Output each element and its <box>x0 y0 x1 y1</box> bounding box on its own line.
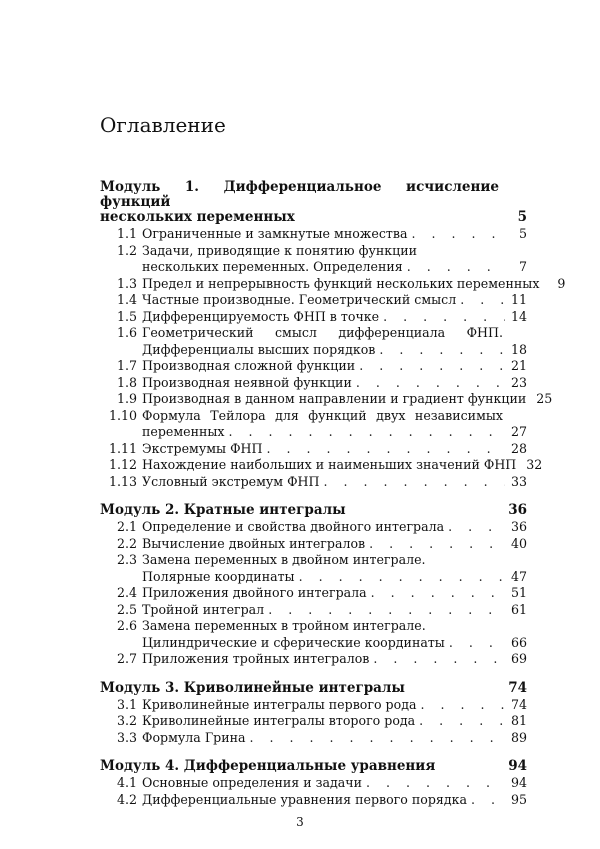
entry-page-number: 5 <box>518 226 527 241</box>
toc-module <box>100 759 527 808</box>
toc-module <box>100 681 527 747</box>
entry-title: Приложения двойного интеграла <box>142 585 367 600</box>
toc-entry[interactable] <box>100 457 543 474</box>
section-number: 4.2 <box>116 791 137 807</box>
toc-entry[interactable] <box>100 697 527 714</box>
section-number: 2.7 <box>116 651 137 666</box>
entry-title: Предел и непрерывность функций нескольких переменных <box>142 275 540 291</box>
entry-page-number: 36 <box>510 519 527 534</box>
toc-entry[interactable] <box>100 474 527 491</box>
entry-title: Ограниченные и замкнутые множества <box>142 226 408 241</box>
page-title: Оглавление <box>100 113 226 137</box>
dot-leader <box>460 292 505 309</box>
dot-leader <box>299 569 505 586</box>
entry-title: Формула Грина <box>142 729 246 745</box>
dot-leader <box>359 358 505 375</box>
module-title-line: Модуль 2. Кратные интегралы <box>100 502 346 518</box>
toc-entry[interactable] <box>100 775 527 792</box>
module-page-number: 36 <box>508 502 527 518</box>
entry-title: Дифференцируемость ФНП в точке <box>142 308 380 324</box>
entry-title: Вычисление двойных интегралов <box>142 535 366 551</box>
toc-entry[interactable] <box>100 713 527 730</box>
section-number: 1.2 <box>116 242 137 258</box>
toc-entry[interactable] <box>100 292 527 309</box>
toc-entry[interactable] <box>100 325 527 358</box>
entry-title: Дифференциальные уравнения первого порядка <box>142 791 467 807</box>
dot-leader <box>250 730 505 747</box>
toc-entry[interactable] <box>100 226 527 243</box>
dot-leader <box>411 226 505 243</box>
section-number: 1.9 <box>116 391 137 406</box>
section-number: 3.2 <box>116 713 137 728</box>
module-title-line: нескольких переменных <box>100 209 295 225</box>
dot-leader <box>448 519 505 536</box>
entry-page-number: 7 <box>518 259 527 274</box>
dot-leader <box>366 775 505 792</box>
toc-entry[interactable] <box>100 536 527 553</box>
dot-leader <box>379 342 505 359</box>
section-number: 1.5 <box>116 308 137 324</box>
section-number: 1.10 <box>108 407 137 423</box>
section-number: 3.3 <box>116 729 137 745</box>
entry-page-number: 40 <box>510 535 527 551</box>
module-heading[interactable] <box>100 681 527 696</box>
entry-title: переменных <box>142 424 225 439</box>
entry-title: Частные производные. Геометрический смысл <box>142 292 457 307</box>
dot-leader <box>419 713 505 730</box>
dot-leader <box>267 441 506 458</box>
module-title-line: Модуль 1. Дифференциальное исчисление функций <box>100 179 499 210</box>
toc-entry[interactable] <box>100 358 527 375</box>
entry-title-line: Задачи, приводящие к понятию функции <box>142 242 418 258</box>
module-heading[interactable] <box>100 180 527 225</box>
entry-page-number: 89 <box>510 729 527 745</box>
entry-page-number: 95 <box>510 791 527 807</box>
section-number: 1.4 <box>116 292 137 307</box>
module-title-line: Модуль 4. Дифференциальные уравнения <box>100 758 436 774</box>
toc-entry[interactable] <box>100 552 527 585</box>
module-page-number: 74 <box>508 679 527 696</box>
entry-title: Тройной интеграл <box>142 601 265 617</box>
entry-title: Производная сложной функции <box>142 358 356 373</box>
table-of-contents <box>100 179 566 821</box>
entry-title: Цилиндрические и сферические координаты <box>142 634 445 650</box>
dot-leader <box>229 424 505 441</box>
toc-entry[interactable] <box>100 441 527 458</box>
entry-page-number: 14 <box>510 308 527 324</box>
section-number: 1.11 <box>108 440 137 456</box>
dot-leader <box>371 585 505 602</box>
toc-entry[interactable] <box>100 602 527 619</box>
entry-page-number: 28 <box>510 440 527 456</box>
toc-entry[interactable] <box>100 730 527 747</box>
toc-entry[interactable] <box>100 243 527 276</box>
section-number: 2.4 <box>116 585 137 600</box>
toc-entry[interactable] <box>100 618 527 651</box>
section-number: 2.6 <box>116 618 137 633</box>
entry-title-line: Замена переменных в тройном интеграле. <box>142 618 426 633</box>
dot-leader <box>407 259 505 276</box>
entry-page-number: 74 <box>510 696 527 712</box>
entry-page-number: 47 <box>510 568 527 584</box>
toc-entry[interactable] <box>100 408 527 441</box>
entry-page-number: 21 <box>510 358 527 373</box>
entry-title-line: Замена переменных в двойном интеграле. <box>142 552 426 567</box>
toc-entry[interactable] <box>100 391 553 408</box>
entry-title: Производная неявной функции <box>142 374 352 390</box>
entry-title: Производная в данном направлении и градиент функции <box>142 391 527 406</box>
entry-title: Условный экстремум ФНП <box>142 473 320 489</box>
entry-page-number: 51 <box>510 585 527 600</box>
section-number: 1.13 <box>108 473 137 489</box>
entry-page-number: 66 <box>510 634 527 650</box>
dot-leader <box>268 602 505 619</box>
page-number: 3 <box>296 815 304 829</box>
dot-leader <box>471 792 505 809</box>
module-heading[interactable] <box>100 503 527 518</box>
module-page-number: 5 <box>517 209 527 225</box>
dot-leader <box>383 309 505 326</box>
section-number: 1.7 <box>116 358 137 373</box>
toc-module <box>100 503 527 668</box>
entry-page-number: 27 <box>510 424 527 439</box>
entry-page-number: 32 <box>526 457 543 472</box>
dot-leader <box>356 375 505 392</box>
entry-title: Полярные координаты <box>142 568 295 584</box>
entry-title-line: Геометрический смысл дифференциала ФНП. <box>142 325 503 340</box>
entry-title: Нахождение наибольших и наименьших значений ФНП <box>142 457 517 472</box>
toc-entry[interactable] <box>100 519 527 536</box>
section-number: 1.1 <box>116 226 137 241</box>
toc-entry[interactable] <box>100 651 527 668</box>
entry-page-number: 25 <box>536 391 553 406</box>
entry-title: Приложения тройных интегралов <box>142 651 370 666</box>
section-number: 2.3 <box>116 552 137 567</box>
toc-entry[interactable] <box>100 375 527 392</box>
module-title-line: Модуль 3. Криволинейные интегралы <box>100 679 405 696</box>
section-number: 4.1 <box>116 775 137 790</box>
entry-page-number: 61 <box>510 601 527 617</box>
dot-leader <box>420 697 505 714</box>
entry-page-number: 11 <box>510 292 527 307</box>
entry-title: Экстремумы ФНП <box>142 440 263 456</box>
toc-module <box>100 179 566 490</box>
entry-title: Определение и свойства двойного интеграла <box>142 519 445 534</box>
module-page-number: 94 <box>508 758 527 774</box>
toc-entry[interactable] <box>100 792 527 809</box>
entry-page-number: 81 <box>510 713 527 728</box>
dot-leader <box>369 536 505 553</box>
dot-leader <box>324 474 505 491</box>
entry-page-number: 18 <box>510 341 527 357</box>
entry-title: Криволинейные интегралы первого рода <box>142 696 417 712</box>
section-number: 1.3 <box>116 275 137 291</box>
entry-page-number: 23 <box>510 374 527 390</box>
entry-title-line: Формула Тейлора для функций двух независимых <box>142 407 503 423</box>
toc-entry[interactable] <box>100 309 527 326</box>
dot-leader <box>373 651 505 668</box>
entry-page-number: 69 <box>510 651 527 666</box>
dot-leader <box>449 635 505 652</box>
entry-title: Дифференциалы высших порядков <box>142 341 376 357</box>
section-number: 2.1 <box>116 519 137 534</box>
entry-page-number: 9 <box>557 275 566 291</box>
section-number: 2.5 <box>116 601 137 617</box>
module-heading[interactable] <box>100 759 527 774</box>
section-number: 2.2 <box>116 535 137 551</box>
entry-title: Основные определения и задачи <box>142 775 362 790</box>
entry-title: Криволинейные интегралы второго рода <box>142 713 416 728</box>
toc-entry[interactable] <box>100 585 527 602</box>
section-number: 3.1 <box>116 696 137 712</box>
section-number: 1.12 <box>108 457 137 472</box>
entry-page-number: 94 <box>510 775 527 790</box>
entry-title: нескольких переменных. Определения <box>142 259 403 274</box>
toc-entry[interactable] <box>100 275 566 293</box>
section-number: 1.8 <box>116 374 137 390</box>
section-number: 1.6 <box>116 325 137 340</box>
entry-page-number: 33 <box>510 473 527 489</box>
